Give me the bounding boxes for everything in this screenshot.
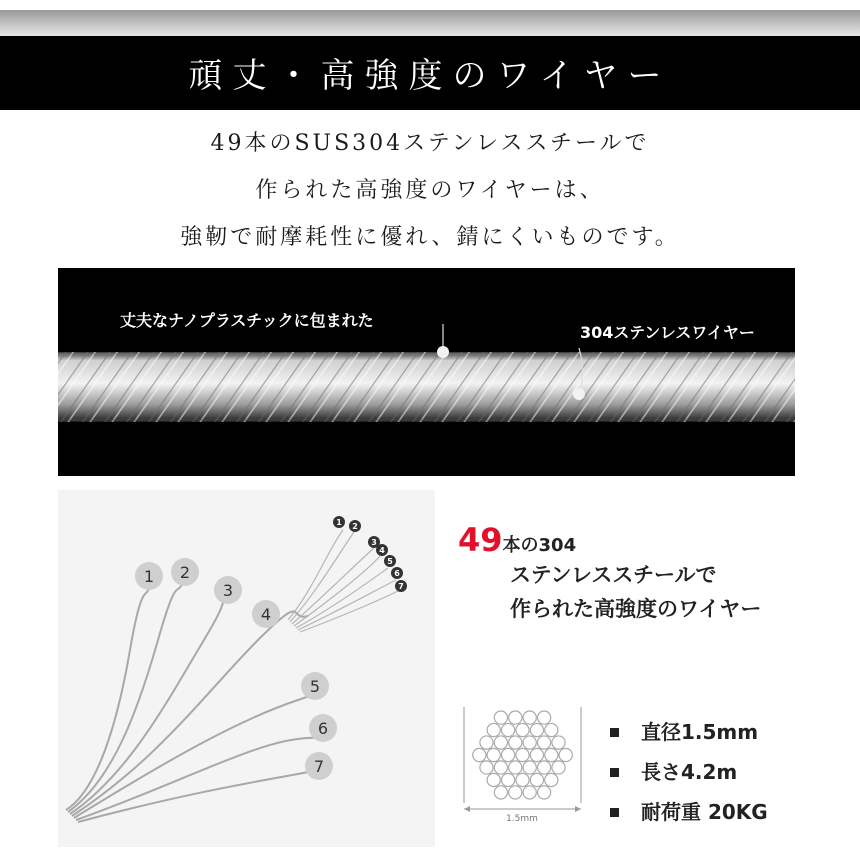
fan-number-3: 3 xyxy=(371,538,377,547)
cross-section-strand xyxy=(545,773,558,786)
strand-diagram xyxy=(58,490,435,847)
fan-number-2: 2 xyxy=(352,522,358,531)
spec-headline-line-1 xyxy=(458,522,761,558)
cross-section-strand xyxy=(545,748,558,761)
bullet xyxy=(610,768,619,777)
intro-line-1: 49本のSUS304ステンレススチールで xyxy=(210,131,650,156)
cross-section-strand xyxy=(494,786,507,799)
cross-section-strand xyxy=(538,761,551,774)
spec-text: 直径1.5mm xyxy=(641,720,759,744)
cross-section-strand xyxy=(494,736,507,749)
spec-item-load xyxy=(610,792,768,832)
cross-section-strand xyxy=(552,761,565,774)
intro-line-2: 作られた高強度のワイヤーは、 xyxy=(255,178,605,203)
spec-text: 耐荷重 20KG xyxy=(641,800,768,824)
intro-text xyxy=(0,120,860,261)
cross-section-strand xyxy=(502,723,515,736)
cross-section-strand xyxy=(559,748,572,761)
strand-number-1: 1 xyxy=(143,567,155,586)
top-gradient-strip xyxy=(0,10,860,36)
spec-text: 長さ4.2m xyxy=(641,760,738,784)
strand-count-suffix: 本の304 xyxy=(502,535,577,556)
cross-section-strand xyxy=(487,773,500,786)
cross-section-strand xyxy=(509,761,522,774)
core-marker-dot xyxy=(573,388,585,400)
spec-item-diameter xyxy=(610,712,768,752)
cross-section-strand xyxy=(494,761,507,774)
cross-section-strand xyxy=(523,711,536,724)
strand-number-7: 7 xyxy=(313,757,325,776)
spec-item-length xyxy=(610,752,768,792)
strand-count: 49 xyxy=(458,521,503,559)
core-label: 304ステンレスワイヤー xyxy=(580,323,755,342)
strand-spread-illustration xyxy=(58,490,435,847)
fan-number-7: 7 xyxy=(398,582,404,591)
cross-section-strand xyxy=(538,711,551,724)
fan-number-4: 4 xyxy=(379,546,385,555)
strand-number-3: 3 xyxy=(222,581,234,600)
cross-section-strand xyxy=(538,736,551,749)
cross-section-strand xyxy=(516,773,529,786)
cross-section-strand xyxy=(480,736,493,749)
spec-headline-line-2: ステンレススチールで xyxy=(510,563,717,587)
cross-section-strand xyxy=(538,786,551,799)
cross-section-strand xyxy=(530,723,543,736)
fan-number-6: 6 xyxy=(394,569,400,578)
fan-number-5: 5 xyxy=(387,557,393,566)
coating-label: 丈夫なナノプラスチックに包まれた xyxy=(120,311,374,330)
cross-section-strand xyxy=(502,773,515,786)
cross-section-strand xyxy=(523,736,536,749)
cross-section-strand xyxy=(509,786,522,799)
cross-section-strand xyxy=(523,761,536,774)
cross-section-strand xyxy=(530,748,543,761)
cross-section-strand xyxy=(516,723,529,736)
wire-closeup-photo xyxy=(58,268,795,476)
strand-number-2: 2 xyxy=(179,563,191,582)
cross-section-diagram xyxy=(460,685,585,825)
spec-headline xyxy=(458,522,761,626)
cross-section-strand xyxy=(494,711,507,724)
wire-rope-illustration xyxy=(58,268,795,476)
cross-section-strand xyxy=(545,723,558,736)
strand-number-5: 5 xyxy=(309,677,321,696)
spec-list xyxy=(610,712,768,832)
page-title: 頑丈・高強度のワイヤー xyxy=(188,56,672,96)
cross-section-strand xyxy=(487,748,500,761)
spec-headline-line-3: 作られた高強度のワイヤー xyxy=(510,597,762,621)
bullet xyxy=(610,728,619,737)
cross-section-strand xyxy=(487,723,500,736)
coating-marker-dot xyxy=(437,346,449,358)
cross-section-strand xyxy=(473,748,486,761)
cross-section-strand xyxy=(523,786,536,799)
cross-section-strand xyxy=(530,773,543,786)
cross-section-strand xyxy=(502,748,515,761)
intro-line-3: 強靭で耐摩耗性に優れ、錆にくいものです。 xyxy=(180,225,680,250)
cross-section-label: 1.5mm xyxy=(506,814,538,824)
cross-section-strand xyxy=(516,748,529,761)
cross-section-strand xyxy=(480,761,493,774)
strand-number-4: 4 xyxy=(260,605,272,624)
cross-section-strand xyxy=(509,736,522,749)
strand-number-6: 6 xyxy=(317,719,329,738)
bullet xyxy=(610,808,619,817)
fan-number-1: 1 xyxy=(336,518,342,527)
cross-section-strand xyxy=(552,736,565,749)
cross-section-strand xyxy=(509,711,522,724)
